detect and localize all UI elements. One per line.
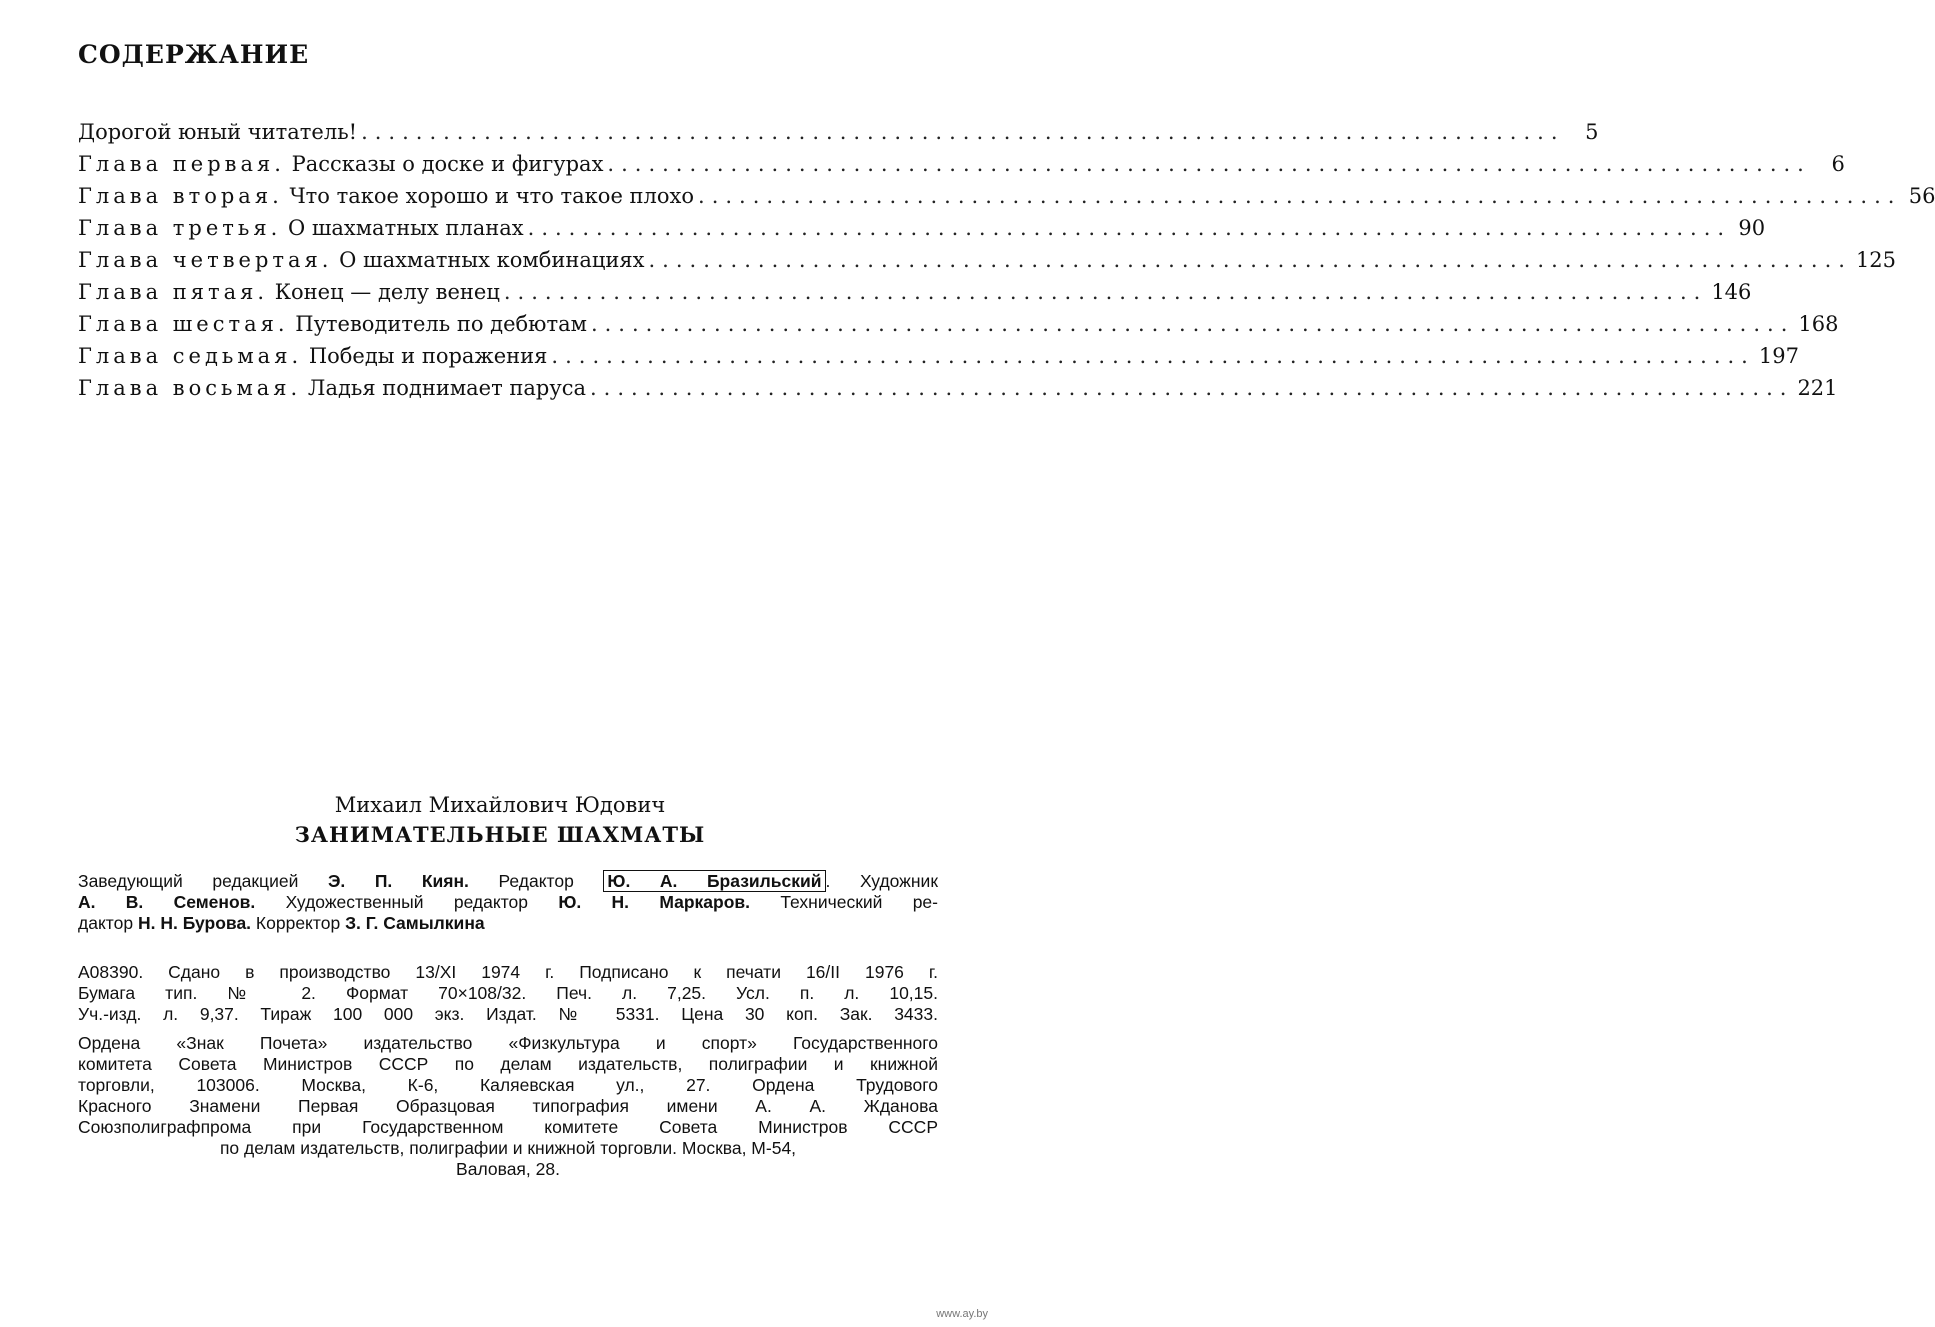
imprint-text: Редактор (498, 871, 574, 891)
toc-entry-label (78, 376, 586, 400)
toc-entry-title: Дорогой юный читатель! (78, 120, 358, 144)
toc-entry-label (78, 120, 357, 144)
toc-leader-dots: ........................................................................................ (551, 344, 1755, 368)
colophon-author: Михаил Михайлович Юдович (334, 793, 666, 817)
imprint-person: З. Г. Самылкина (345, 913, 485, 933)
toc-entry (78, 344, 1799, 376)
imprint-staff-line (78, 871, 938, 892)
imprint-publisher (78, 1033, 938, 1180)
toc-entry (78, 280, 1752, 312)
toc-entry-page: 6 (1831, 152, 1845, 176)
toc-entry-title: Ладья поднимает паруса (307, 376, 586, 400)
imprint-line: Красного Знамени Первая Образцовая типография имени А. А. Жданова (78, 1096, 938, 1116)
imprint-person: Ю. Н. Маркаров. (558, 892, 751, 912)
toc-entry-label (78, 280, 500, 304)
imprint-line: Валовая, 28. (456, 1159, 560, 1179)
toc-heading: СОДЕРЖАНИЕ (78, 40, 310, 69)
toc-entry-chapter: Глава вторая. (78, 184, 283, 208)
imprint-person: А. В. Семенов. (78, 892, 256, 912)
imprint-line: Ордена «Знак Почета» издательство «Физкультура и спорт» Государственного (78, 1033, 938, 1053)
toc-entry (78, 184, 1935, 216)
toc-entry (78, 376, 1838, 408)
toc-entry-label (78, 248, 645, 272)
imprint-person: Э. П. Киян. (327, 871, 469, 891)
toc-entry-title: Рассказы о доске и фигурах (291, 152, 604, 176)
imprint-person-boxed: Ю. А. Бразильский (603, 870, 825, 892)
toc-entry-title: Путеводитель по дебютам (295, 312, 587, 336)
toc-entry-chapter: Глава пятая. (78, 280, 269, 304)
toc-entry-page: 221 (1797, 376, 1838, 400)
toc-entry-chapter: Глава четвертая. (78, 248, 333, 272)
toc-entry-label (78, 152, 603, 176)
imprint-text: дактор (78, 913, 134, 933)
toc-entry-chapter: Глава шестая. (78, 312, 289, 336)
toc-entry-title: Что такое хорошо и что такое плохо (289, 184, 695, 208)
toc-entry-page: 125 (1855, 248, 1897, 272)
imprint-text: Художественный редактор (285, 892, 528, 912)
toc-leader-dots: ........................................................................................ (648, 248, 1852, 272)
toc-entry-label (78, 344, 547, 368)
table-of-contents (78, 120, 1935, 408)
imprint-staff-line (78, 913, 938, 934)
toc-entry (78, 248, 1897, 280)
toc-entry-page: 5 (1585, 120, 1599, 144)
imprint-text: Заведующий редакцией (78, 871, 299, 891)
imprint-line: Бумага тип. № 2. Формат 70×108/32. Печ. л. 7,25. Усл. п. л. 10,15. (78, 983, 938, 1003)
imprint-line: Уч.-изд. л. 9,37. Тираж 100 000 экз. Издат. № 5331. Цена 30 коп. Зак. 3433. (78, 1004, 938, 1024)
toc-entry-label (78, 312, 587, 336)
toc-leader-dots: ........................................................................................ (590, 312, 1795, 336)
toc-entry-chapter: Глава первая. (78, 152, 285, 176)
imprint-line: Союзполиграфпрома при Государственном комитете Совета Министров СССР (78, 1117, 938, 1137)
imprint-line: торговли, 103006. Москва, К-6, Каляевская ул., 27. Ордена Трудового (78, 1075, 938, 1095)
toc-entry-title: О шахматных комбинациях (339, 248, 645, 272)
toc-entry-chapter: Глава третья. (78, 216, 282, 240)
toc-leader-dots: ........................................................................................ (527, 216, 1732, 240)
toc-entry (78, 120, 1599, 152)
toc-leader-dots: ........................................................................................ (607, 152, 1811, 176)
toc-entry-chapter: Глава восьмая. (78, 376, 302, 400)
imprint-person: Н. Н. Бурова. (137, 913, 252, 933)
watermark: www.ay.by (936, 1308, 988, 1320)
imprint-staff-line (78, 892, 938, 913)
toc-leader-dots: ........................................................................................ (503, 280, 1708, 304)
toc-entry (78, 312, 1839, 344)
toc-entry-page: 146 (1711, 280, 1752, 304)
toc-entry-page: 168 (1798, 312, 1839, 336)
toc-entry-label (78, 184, 694, 208)
imprint-staff (78, 871, 938, 934)
toc-entry-title: Победы и поражения (308, 344, 548, 368)
imprint-text: Корректор (255, 913, 341, 933)
toc-entry (78, 216, 1766, 248)
toc-entry-label (78, 216, 524, 240)
imprint-print-data (78, 962, 938, 1025)
imprint-text: . Художник (825, 871, 938, 891)
toc-leader-dots: ........................................................................................ (698, 184, 1902, 208)
toc-entry-page: 197 (1758, 344, 1799, 368)
toc-entry-title: Конец — делу венец (274, 280, 500, 304)
toc-leader-dots: ........................................................................................ (361, 120, 1565, 144)
toc-entry-chapter: Глава седьмая. (78, 344, 303, 368)
imprint-text: Технический ре- (780, 892, 938, 912)
imprint-line: А08390. Сдано в производство 13/XI 1974 г. Подписано к печати 16/II 1976 г. (78, 962, 938, 982)
imprint-line: по делам издательств, полиграфии и книжной торговли. Москва, М-54, (219, 1138, 797, 1158)
toc-leader-dots: ........................................................................................ (590, 376, 1794, 400)
toc-entry-page: 56 (1908, 184, 1935, 208)
toc-entry-page: 90 (1738, 216, 1766, 240)
imprint-line: комитета Совета Министров СССР по делам издательств, полиграфии и книжной (78, 1054, 938, 1074)
toc-entry (78, 152, 1845, 184)
colophon-book-title: ЗАНИМАТЕЛЬНЫЕ ШАХМАТЫ (294, 822, 706, 847)
toc-entry-title: О шахматных планах (287, 216, 524, 240)
